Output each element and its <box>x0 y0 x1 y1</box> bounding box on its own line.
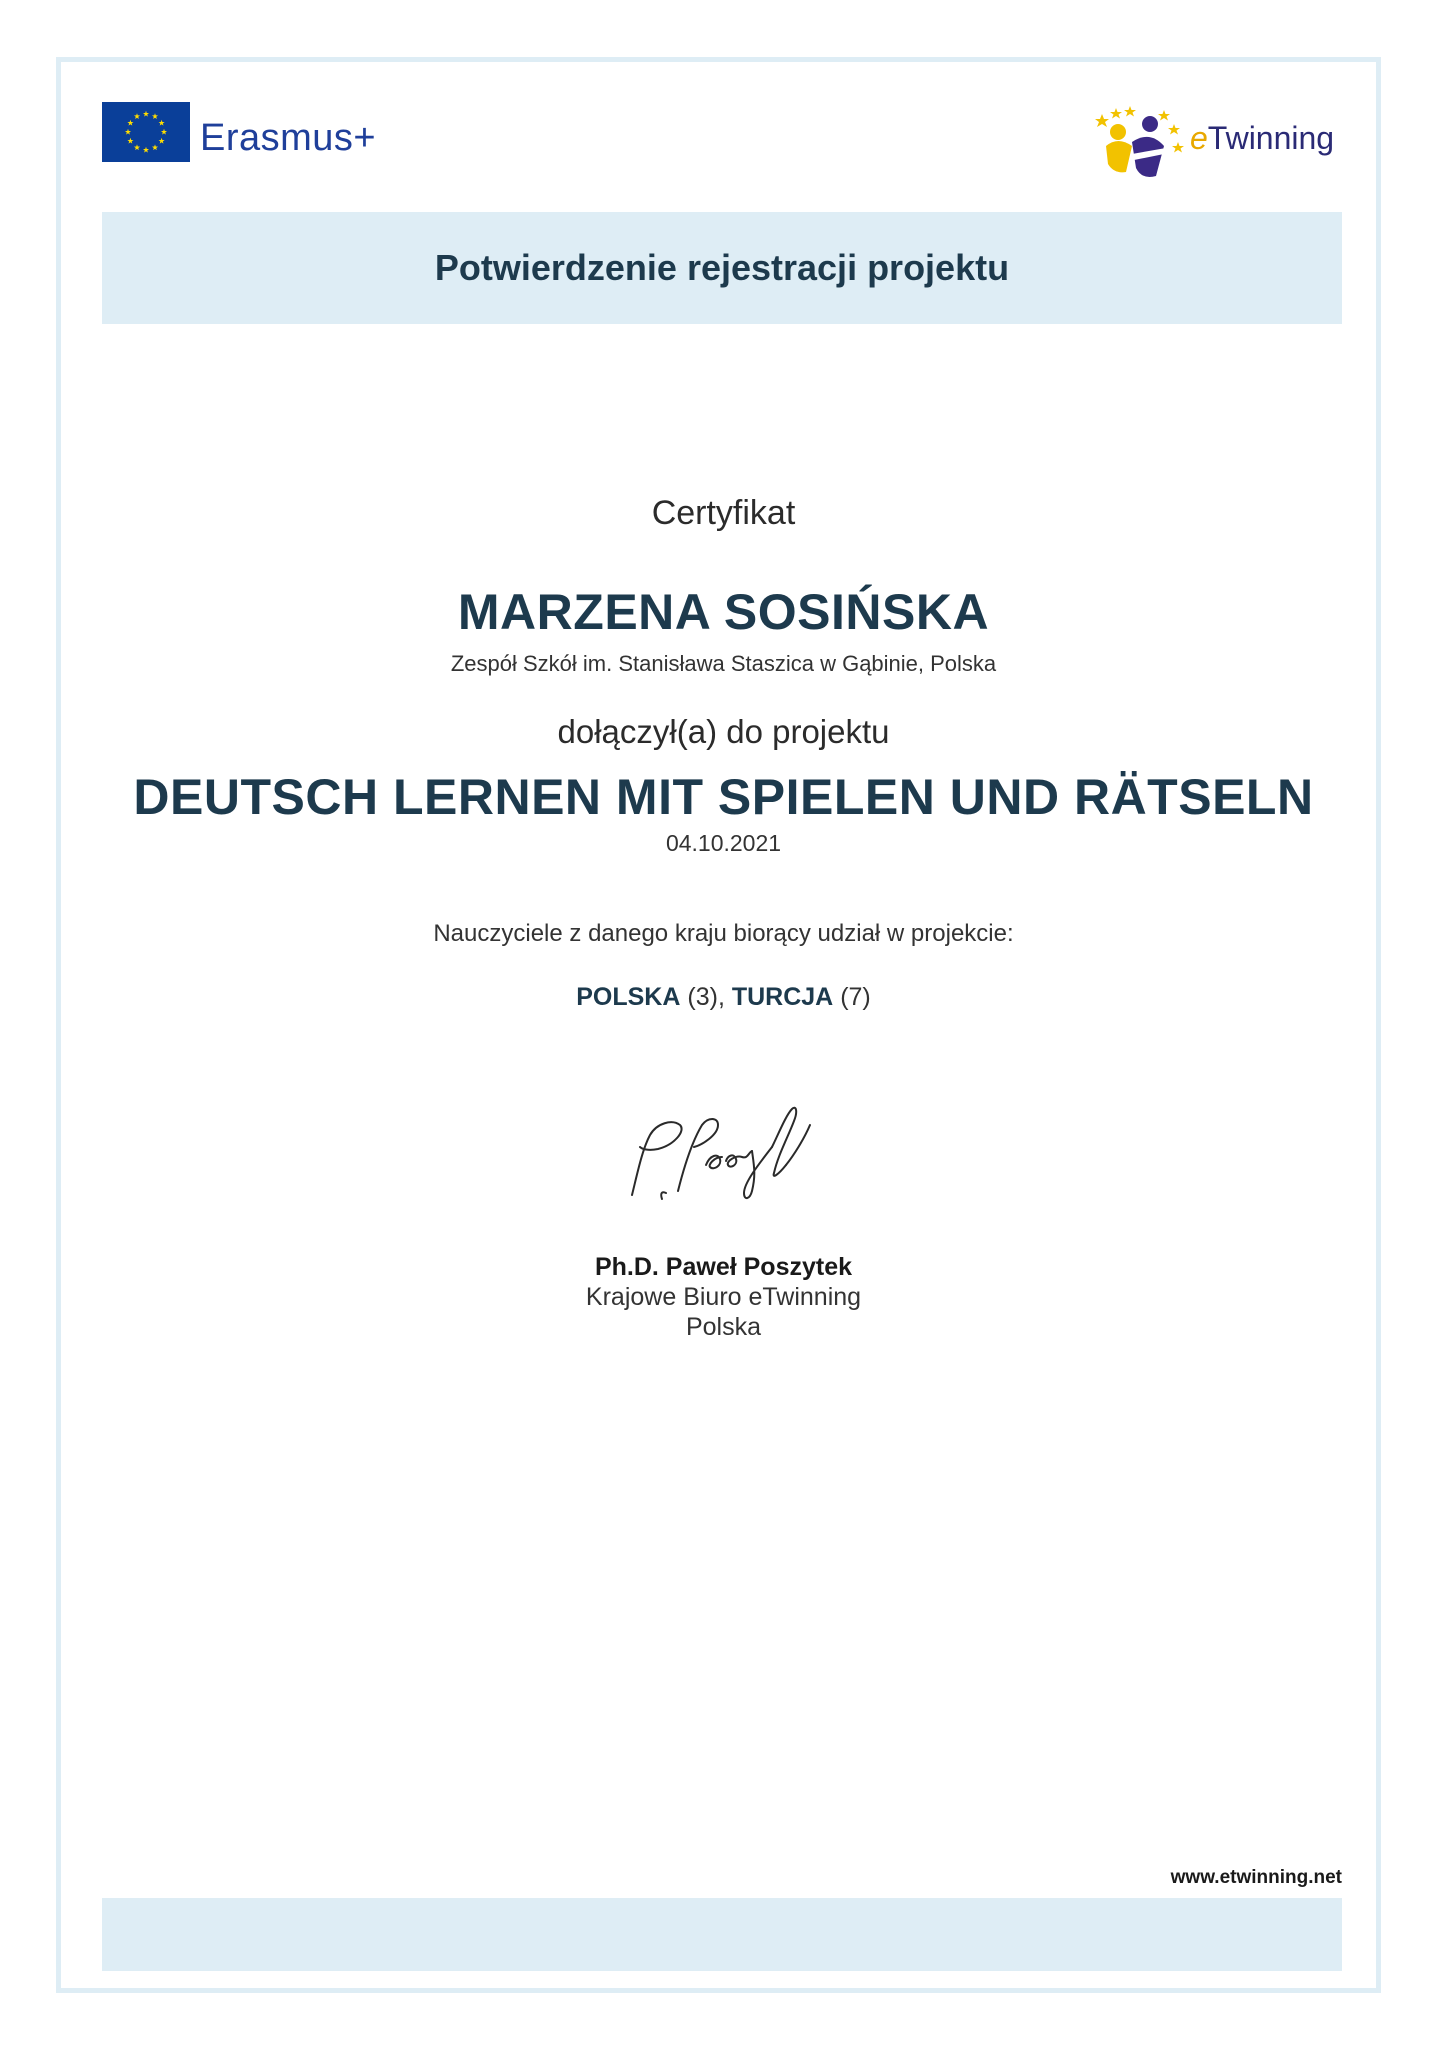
eu-star-icon <box>125 129 131 135</box>
header-band <box>102 212 1342 324</box>
signatory-name: Ph.D. Paweł Poszytek <box>594 1253 853 1281</box>
country-count: (3) <box>687 983 718 1011</box>
certificate-frame <box>56 57 1381 1993</box>
website-link[interactable]: www.etwinning.net <box>1170 1867 1342 1888</box>
erasmus-logo <box>102 102 376 162</box>
country-separator: , <box>717 983 732 1011</box>
eu-star-icon <box>143 147 149 153</box>
country-name: POLSKA <box>576 983 681 1011</box>
eu-star-icon <box>152 144 158 150</box>
participant-countries <box>0 983 1447 1012</box>
eu-star-icon <box>159 120 165 126</box>
project-title: DEUTSCH LERNEN MIT SPIELEN UND RÄTSELN <box>133 769 1314 825</box>
eu-star-icon <box>161 129 167 135</box>
eu-star-icon <box>127 138 133 144</box>
eu-star-icon <box>134 113 140 119</box>
country-name: TURCJA <box>731 983 834 1011</box>
recipient-name: MARZENA SOSIŃSKA <box>457 584 990 640</box>
eu-star-icon <box>159 138 165 144</box>
registration-date: 04.10.2021 <box>665 830 782 856</box>
eu-star-icon <box>143 111 149 117</box>
participants-intro: Nauczyciele z danego kraju biorący udział w projekcie: <box>433 920 1014 947</box>
signatory-country: Polska <box>685 1313 762 1341</box>
country-count: (7) <box>840 983 871 1011</box>
eu-star-icon <box>152 113 158 119</box>
erasmus-logo-text: Erasmus+ <box>200 117 377 159</box>
etwinning-logo <box>1092 102 1342 182</box>
certificate-label: Certyfikat <box>651 494 796 532</box>
eu-star-icon <box>134 144 140 150</box>
joined-text: dołączył(a) do projektu <box>557 713 890 750</box>
footer-band <box>102 1898 1342 1971</box>
signature-image <box>602 1095 842 1215</box>
etwinning-logo-text: eTwinning <box>1190 120 1335 156</box>
signatory-office: Krajowe Biuro eTwinning <box>585 1283 862 1311</box>
eu-flag-icon <box>102 102 190 162</box>
eu-star-icon <box>127 120 133 126</box>
etwinning-figures-icon <box>1092 102 1190 182</box>
page-title: Potwierdzenie rejestracji projektu <box>434 247 1010 288</box>
recipient-school: Zespół Szkół im. Stanisława Staszica w Gąbinie, Polska <box>450 651 997 676</box>
